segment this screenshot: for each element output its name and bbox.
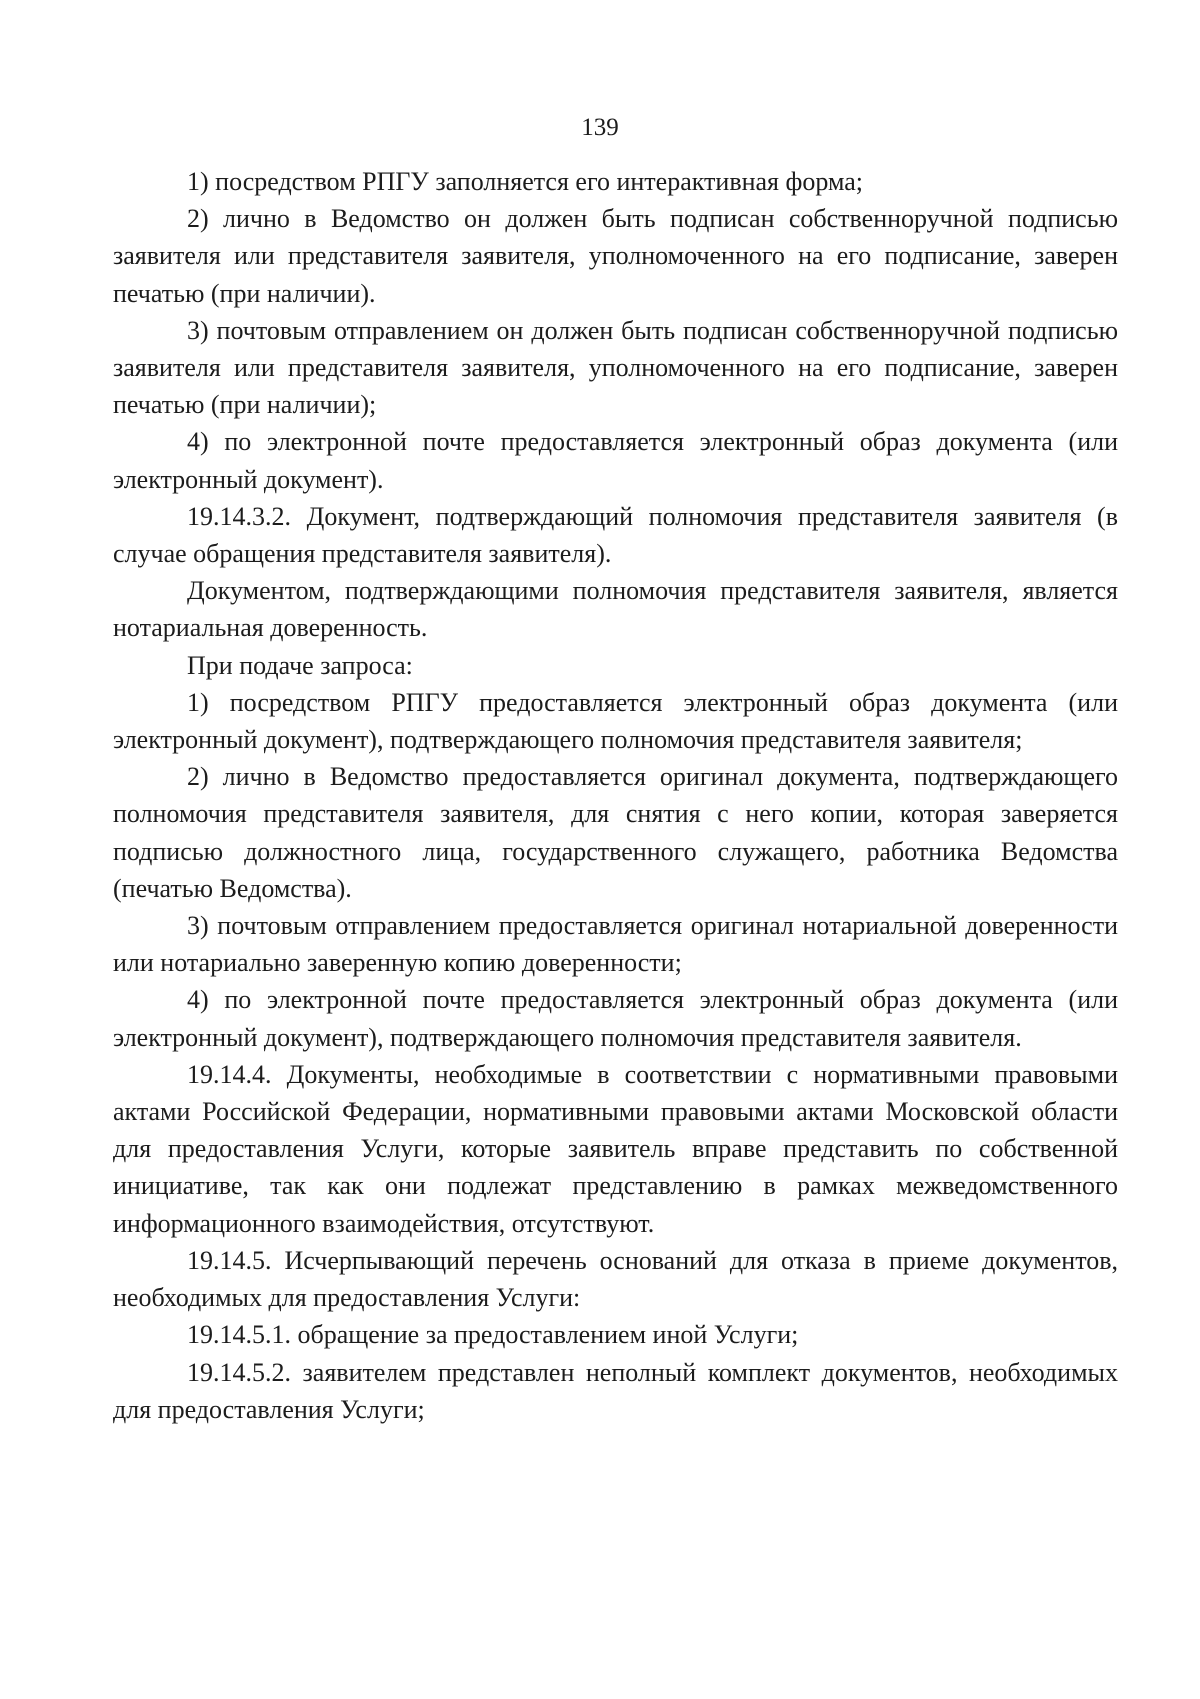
paragraph: 2) лично в Ведомство он должен быть подписан собственноручной подписью заявителя или представителя заявителя, уполномоченного на его подписание, заверен печатью (при наличии). bbox=[113, 204, 1118, 308]
paragraph: 4) по электронной почте предоставляется электронный образ документа (или электронный документ), подтверждающего полномочия представителя заявителя. bbox=[113, 985, 1118, 1052]
paragraph: 19.14.5.2. заявителем представлен неполный комплект документов, необходимых для предоставления Услуги; bbox=[113, 1357, 1118, 1424]
paragraph: 4) по электронной почте предоставляется электронный образ документа (или электронный документ). bbox=[113, 427, 1118, 494]
page-number: 139 bbox=[581, 114, 619, 141]
paragraph: При подаче запроса: bbox=[187, 650, 413, 680]
paragraph: 3) почтовым отправлением он должен быть подписан собственноручной подписью заявителя или представителя заявителя, уполномоченного на его подписание, заверен печатью (при наличии); bbox=[113, 315, 1118, 420]
document-body bbox=[113, 163, 1118, 1428]
paragraph: 3) почтовым отправлением предоставляется оригинал нотариальной доверенности или нотариально заверенную копию доверенности; bbox=[113, 911, 1118, 978]
paragraph: Документом, подтверждающими полномочия представителя заявителя, является нотариальная доверенность. bbox=[113, 576, 1118, 643]
paragraph: 19.14.4. Документы, необходимые в соответствии с нормативными правовыми актами Российской Федерации, нормативными правовыми актами Московской области для предоставления Услуги, которые заявитель вправе представить по собственной инициативе, так как они подлежат представлению в рамках межведомственного информационного взаимодействия, отсутствуют. bbox=[113, 1059, 1118, 1238]
paragraph: 19.14.5. Исчерпывающий перечень оснований для отказа в приеме документов, необходимых для предоставления Услуги: bbox=[113, 1245, 1118, 1313]
paragraph: 19.14.3.2. Документ, подтверждающий полномочия представителя заявителя (в случае обращения представителя заявителя). bbox=[113, 501, 1118, 569]
paragraph: 1) посредством РПГУ предоставляется электронный образ документа (или электронный документ), подтверждающего полномочия представителя заявителя; bbox=[113, 687, 1118, 755]
paragraph: 19.14.5.1. обращение за предоставлением иной Услуги; bbox=[187, 1320, 799, 1350]
paragraph: 2) лично в Ведомство предоставляется оригинал документа, подтверждающего полномочия представителя заявителя, для снятия с него копии, которая заверяется подписью должностного лица, государственного служащего, работника Ведомства (печатью Ведомства). bbox=[113, 762, 1118, 903]
paragraph: 1) посредством РПГУ заполняется его интерактивная форма; bbox=[187, 167, 863, 196]
